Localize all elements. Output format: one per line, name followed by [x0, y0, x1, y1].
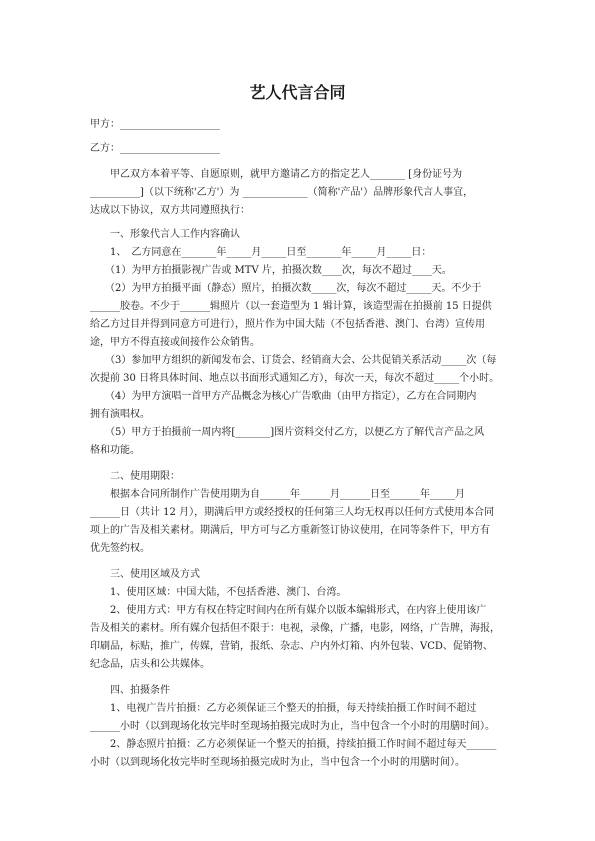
text-line: （1）为甲方拍摄影视广告或 MTV 片，拍摄次数____次，每次不超过____天。 [90, 265, 452, 276]
text-line: 纪念品，店头和公共媒体。 [90, 659, 210, 670]
text-line: 根据本合同所制作广告使用期为自______年______月______日至______年_____月 [90, 489, 465, 500]
text-line: 格和功能。 [90, 445, 140, 456]
text-line: ______小时（以到现场化妆完毕时至现场拍摄完成时为止，当中包含一个小时的用膳时间）。 [90, 721, 495, 732]
text-line: 2、静态照片拍摄：乙方必须保证一个整天的拍摄，持续拍摄工作时间不超过每天______ [90, 739, 497, 750]
text-line: 项上的广告及相关素材。期满后，甲方可与乙方重新签订协议使用，在同等条件下，甲方有 [90, 525, 490, 536]
text-line: （2）为甲方拍摄平面（静态）照片，拍摄次数_____次，每次不超过_____天。不少于 [90, 283, 482, 294]
text-line: 达成以下协议，双方共同遵照执行： [90, 205, 250, 216]
text-line: （3）参加甲方组织的新闻发布会、订货会、经销商大会、公共促销关系活动_____次（每 [90, 355, 497, 366]
text-line: 2、使用方式：甲方有权在特定时间内在所有媒介以版本编辑形式，在内容上使用该广 [90, 605, 487, 616]
section-heading: 四、拍摄条件 [90, 685, 170, 696]
text-line: 1、 乙方同意在_______年_____月_____日至_______年_____月_____日： [90, 247, 432, 258]
text-line: （5）甲方于拍摄前一周内将[_______]图片资料交付乙方，以便乙方了解代言产品之风 [90, 427, 485, 438]
section-heading: 三、使用区域及方式 [90, 569, 200, 580]
text-line: 1、使用区域：中国大陆，不包括香港、澳门、台湾。 [90, 587, 347, 598]
text-line: ______日（共计 12 月），期满后甲方或经授权的任何第三人均无权再以任何方式使用本合同 [90, 507, 495, 518]
text-line: 优先签约权。 [90, 543, 150, 554]
text-line: ______胶卷。不少于______辑照片（以一套造型为 1 辑计算，该造型需在拍摄前 15 日提供 [90, 301, 492, 312]
text-line: （4）为甲方演唱一首甲方产品概念为核心广告歌曲（由甲方指定），乙方在合同期内 [90, 391, 477, 402]
party-a-line: 甲方：____________________ [90, 119, 220, 130]
text-line: 次提前 30 日将具体时间、地点以书面形式通知乙方），每次一天，每次不超过_____个小时。 [90, 373, 500, 384]
text-line: 给乙方过目并得到同意方可进行），照片作为中国大陆（不包括香港、澳门、台湾）宣传用 [90, 319, 485, 330]
document-title: 艺人代言合同 [249, 83, 346, 102]
text-line: 告及相关的素材。所有媒介包括但不限于：电视，录像，广播，电影，网络，广告牌，海报， [90, 623, 500, 634]
text-line: 小时（以到现场化妆完毕时至现场拍摄完成时为止，当中包含一个小时的用膳时间）。 [90, 757, 465, 768]
text-line: 拥有演唱权。 [90, 409, 150, 420]
text-line: 印刷品，标贴，推广，传媒，营销，报纸、杂志、户内外灯箱、内外包装、VCD、促销物、 [90, 641, 493, 652]
text-line: 甲乙双方本着平等、自愿原则，就甲方邀请乙方的指定艺人_______ [身份证号为 [90, 169, 463, 180]
section-heading: 一、形象代言人工作内容确认 [90, 229, 240, 240]
section-heading: 二、使用期限： [90, 471, 180, 482]
text-line: 途，甲方不得直接或间接作公众销售。 [90, 337, 260, 348]
text-line: __________]（以下统称'乙方'）为 _____________（简称'产品'）品牌形象代言人事宜， [90, 187, 474, 198]
text-line: 1、电视广告片拍摄：乙方必须保证三个整天的拍摄，每天持续拍摄工作时间不超过 [90, 703, 477, 714]
party-b-line: 乙方：____________________ [90, 143, 220, 154]
